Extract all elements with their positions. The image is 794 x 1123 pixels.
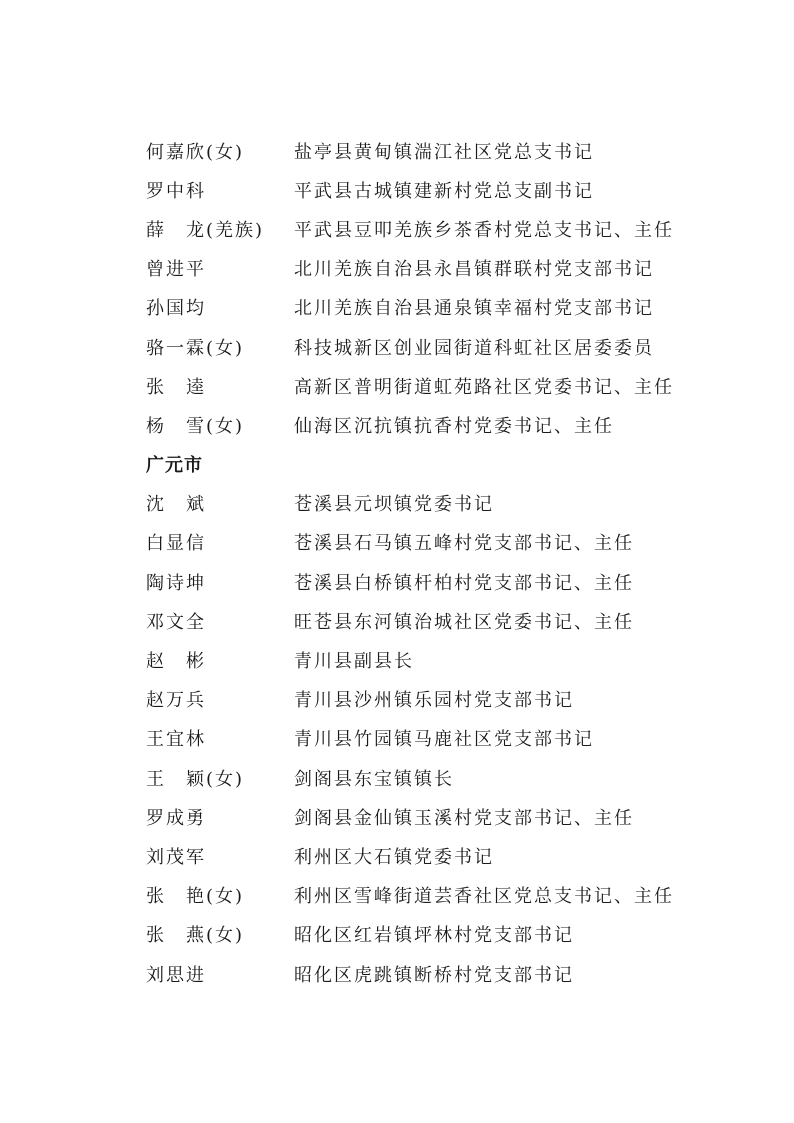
list-item <box>146 562 706 601</box>
list-item <box>146 327 706 366</box>
person-name: 杨 雪(女) <box>146 415 245 437</box>
person-name: 薛 龙(羌族) <box>146 219 265 241</box>
person-title: 北川羌族自治县永昌镇群联村党支部书记 <box>294 259 654 281</box>
list-item <box>146 209 706 248</box>
person-name: 曾进平 <box>146 259 206 281</box>
list-item <box>146 836 706 875</box>
list-item <box>146 797 706 836</box>
person-title: 仙海区沉抗镇抗香村党委书记、主任 <box>294 415 614 437</box>
list-item <box>146 680 706 719</box>
person-name: 张 燕(女) <box>146 925 245 947</box>
person-title: 科技城新区创业园街道科虹社区居委委员 <box>294 337 654 359</box>
list-item <box>146 366 706 405</box>
list-item <box>146 758 706 797</box>
person-title: 昭化区红岩镇坪林村党支部书记 <box>294 925 574 947</box>
section-heading <box>146 445 706 484</box>
person-name: 赵 彬 <box>146 651 206 673</box>
person-title: 盐亭县黄甸镇湍江社区党总支书记 <box>294 141 594 163</box>
person-title: 剑阁县东宝镇镇长 <box>294 768 454 790</box>
person-title: 苍溪县元坝镇党委书记 <box>294 494 494 516</box>
list-item <box>146 915 706 954</box>
person-name: 陶诗坤 <box>146 572 206 594</box>
person-name: 刘茂军 <box>146 846 206 868</box>
list-item <box>146 523 706 562</box>
honoree-list <box>146 131 706 993</box>
list-item <box>146 170 706 209</box>
person-title: 平武县古城镇建新村党总支副书记 <box>294 180 594 202</box>
person-title: 高新区普明街道虹苑路社区党委书记、主任 <box>294 376 674 398</box>
list-item <box>146 249 706 288</box>
list-item <box>146 719 706 758</box>
person-title: 北川羌族自治县通泉镇幸福村党支部书记 <box>294 298 654 320</box>
person-name: 张 逵 <box>146 376 206 398</box>
person-title: 青川县沙州镇乐园村党支部书记 <box>294 690 574 712</box>
person-title: 利州区雪峰街道芸香社区党总支书记、主任 <box>294 886 674 908</box>
list-item <box>146 484 706 523</box>
list-item <box>146 876 706 915</box>
person-name: 赵万兵 <box>146 690 206 712</box>
list-item <box>146 405 706 444</box>
list-item <box>146 131 706 170</box>
person-title: 苍溪县白桥镇杆柏村党支部书记、主任 <box>294 572 634 594</box>
list-item <box>146 954 706 993</box>
person-title: 平武县豆叩羌族乡茶香村党总支书记、主任 <box>294 219 674 241</box>
section-heading-text: 广元市 <box>146 455 203 477</box>
person-title: 青川县副县长 <box>294 651 414 673</box>
person-name: 王 颖(女) <box>146 768 245 790</box>
person-name: 骆一霖(女) <box>146 337 245 359</box>
person-name: 孙国均 <box>146 298 206 320</box>
person-name: 邓文全 <box>146 611 206 633</box>
person-name: 罗中科 <box>146 180 206 202</box>
person-name: 张 艳(女) <box>146 886 245 908</box>
person-name: 王宜林 <box>146 729 206 751</box>
person-name: 罗成勇 <box>146 807 206 829</box>
list-item <box>146 601 706 640</box>
person-title: 利州区大石镇党委书记 <box>294 846 494 868</box>
person-name: 沈 斌 <box>146 494 206 516</box>
person-name: 何嘉欣(女) <box>146 141 245 163</box>
person-title: 苍溪县石马镇五峰村党支部书记、主任 <box>294 533 634 555</box>
list-item <box>146 288 706 327</box>
person-name: 白显信 <box>146 533 206 555</box>
person-name: 刘思进 <box>146 964 206 986</box>
person-title: 剑阁县金仙镇玉溪村党支部书记、主任 <box>294 807 634 829</box>
person-title: 旺苍县东河镇治城社区党委书记、主任 <box>294 611 634 633</box>
list-item <box>146 640 706 679</box>
person-title: 昭化区虎跳镇断桥村党支部书记 <box>294 964 574 986</box>
person-title: 青川县竹园镇马鹿社区党支部书记 <box>294 729 594 751</box>
